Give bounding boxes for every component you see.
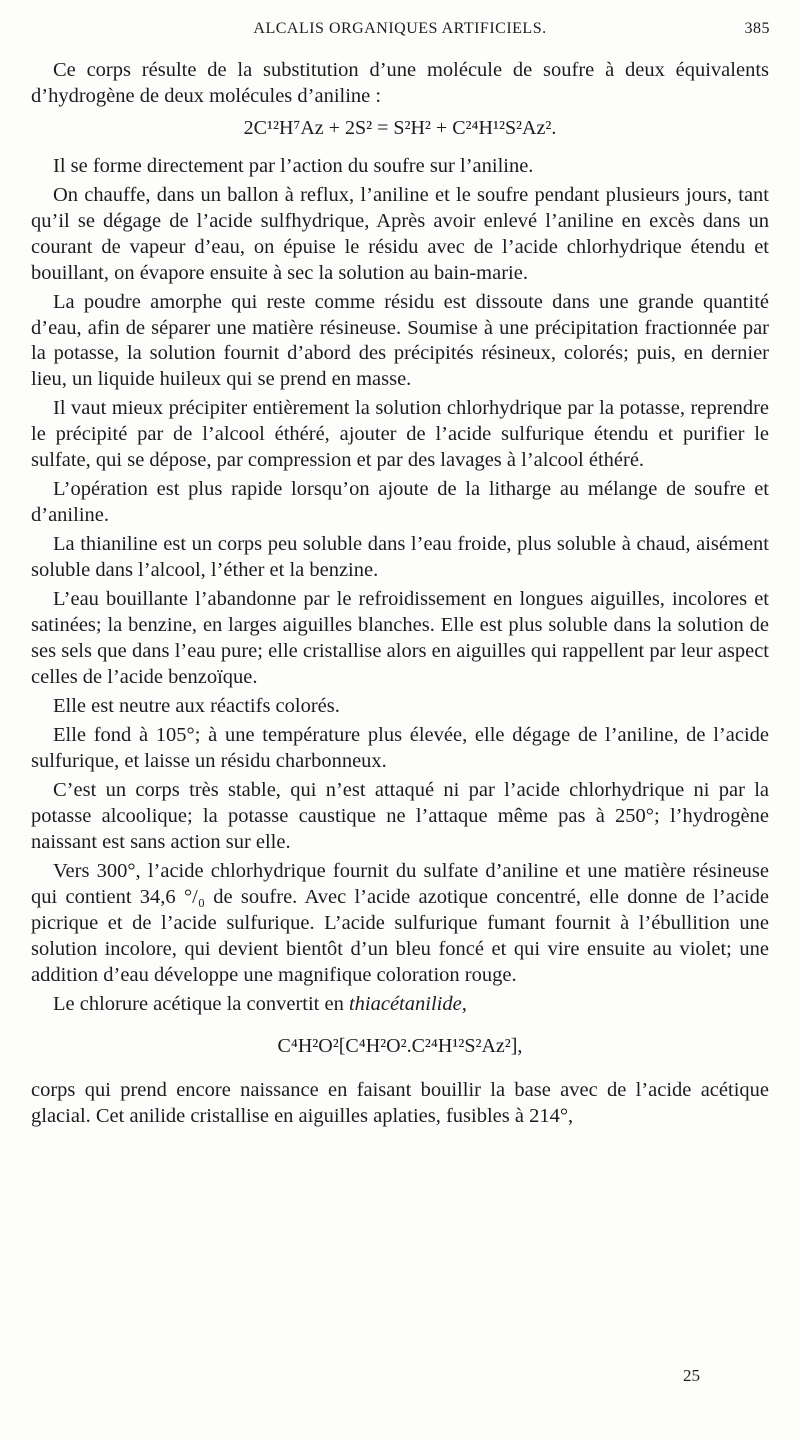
italic-term: thiacétanilide, — [348, 992, 467, 1015]
signature-mark: 25 — [683, 1366, 700, 1385]
running-header — [0, 20, 800, 46]
paragraph: C’est un corps très stable, qui n’est attaqué ni par l’acide chlorhydrique ni par la potasse alcoolique; la potasse caustique ne l’attaque même pas à 250°; l’hydrogène naissant est sans action sur elle. — [31, 779, 769, 854]
paragraph: L’eau bouillante l’abandonne par le refroidissement en longues aiguilles, incolores et satinées; la benzine, en larges aiguilles blanches. Elle est plus soluble dans la solution de ses sels que dans l’eau pure; elle cristallise alors en aiguilles qui rappellent par leur aspect celles de l’acide benzoïque. — [31, 588, 769, 689]
paragraph: La thianiline est un corps peu soluble dans l’eau froide, plus soluble à chaud, aisément soluble dans l’alcool, l’éther et la benzine. — [31, 533, 769, 582]
page-number: 385 — [744, 20, 770, 37]
running-title: ALCALIS ORGANIQUES ARTIFICIELS. — [253, 20, 547, 37]
paragraph: Il vaut mieux précipiter entièrement la solution chlorhydrique par la potasse, reprendre le précipité par de l’alcool éthéré, ajouter de l’acide sulfurique étendu et purifier le sulfate, qui se dépose, par compression et par des lavages à l’alcool éthéré. — [31, 397, 769, 472]
paragraph: Vers 300°, l’acide chlorhydrique fournit du sulfate d’aniline et une matière résineuse qui contient 34,6 °/₀ de soufre. Avec l’acide azotique concentré, elle donne de l’acide picrique et de l’acide sulfurique. L’acide sulfurique fumant fournit à l’ébullition une solution incolore, qui devient bientôt d’un bleu foncé et qui vire ensuite au violet; une addition d’eau développe une magnifique coloration rouge. — [31, 860, 769, 986]
paragraph: L’opération est plus rapide lorsqu’on ajoute de la litharge au mélange de soufre et d’aniline. — [31, 478, 769, 527]
paragraph: Elle est neutre aux réactifs colorés. — [53, 695, 340, 718]
paragraph-lead: Le chlorure acétique la convertit en — [53, 992, 349, 1015]
paragraph: Elle fond à 105°; à une température plus élevée, elle dégage de l’aniline, de l’acide sulfurique, et laisse un résidu charbonneux. — [31, 724, 769, 773]
paragraph: On chauffe, dans un ballon à reflux, l’aniline et le soufre pendant plusieurs jours, tant qu’il se dégage de l’acide sulfhydrique, Après avoir enlevé l’aniline en excès dans un courant de vapeur d’eau, on épuise le résidu avec de l’acide chlorhydrique étendu et bouillant, on évapore ensuite à sec la solution au bain-marie. — [31, 183, 769, 284]
paragraph: Ce corps résulte de la substitution d’une molécule de soufre à deux équivalents d’hydrogène de deux molécules d’aniline : — [31, 59, 769, 107]
paragraph: La poudre amorphe qui reste comme résidu est dissoute dans une grande quantité d’eau, afin de séparer une matière résineuse. Soumise à une précipitation fractionnée par la potasse, la solution fournit d’abord des précipités résineux, colorés; puis, en dernier lieu, un liquide huileux qui se prend en masse. — [31, 290, 769, 391]
page-body — [31, 58, 769, 1133]
paragraph-with-term — [31, 992, 769, 1018]
paragraph: Il se forme directement par l’action du soufre sur l’aniline. — [53, 154, 534, 177]
chemical-formula: C⁴H²O²[C⁴H²O².C²⁴H¹²S²Az²], — [277, 1034, 523, 1057]
chemical-equation: 2C¹²H⁷Az + 2S² = S²H² + C²⁴H¹²S²Az². — [243, 116, 557, 139]
paragraph: corps qui prend encore naissance en faisant bouillir la base avec de l’acide acétique glacial. Cet anilide cristallise en aiguilles aplaties, fusibles à 214°, — [31, 1078, 769, 1127]
